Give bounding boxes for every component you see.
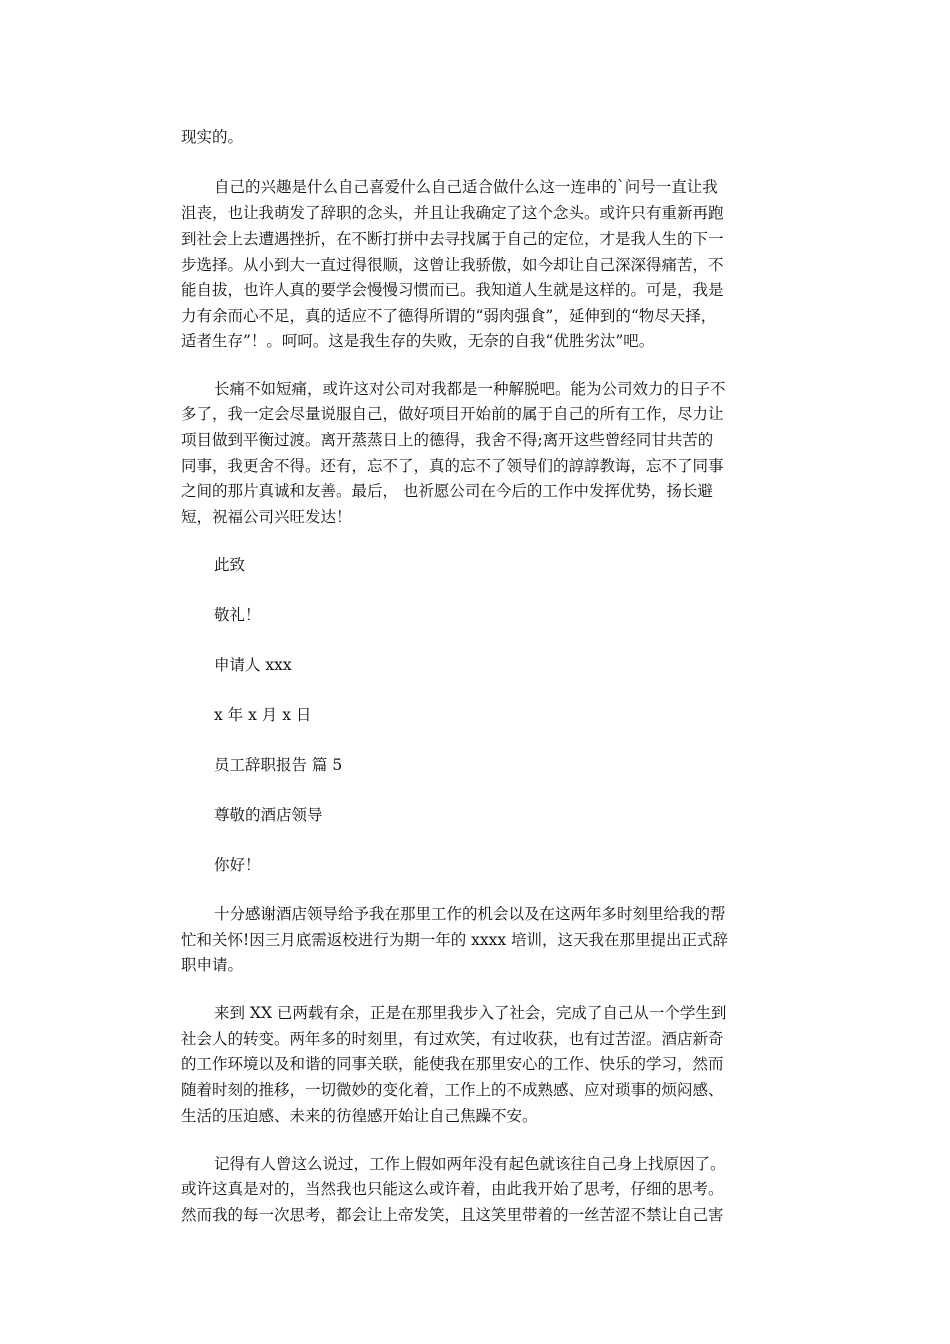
paragraph-line: 沮丧，也让我萌发了辞职的念头，并且让我确定了这个念头。或许只有重新再跑 [181, 204, 724, 222]
date-line: x 年 x 月 x 日 [214, 706, 312, 724]
paragraph-line: 随着时刻的推移，一切微妙的变化着，工作上的不成熟感、应对琐事的烦闷感、 [181, 1081, 724, 1099]
addressee-line: 尊敬的酒店领导 [214, 806, 323, 824]
paragraph-line: 长痛不如短痛，或许这对公司对我都是一种解脱吧。能为公司效力的日子不 [214, 380, 726, 398]
paragraph-line: 然而我的每一次思考，都会让上帝发笑，且这笑里带着的一丝苦涩不禁让自己害 [181, 1206, 724, 1224]
paragraph-line: 项目做到平衡过渡。离开蒸蒸日上的德得，我舍不得;离开这些曾经同甘共苦的 [181, 431, 714, 449]
closing-line: 此致 [214, 556, 246, 574]
paragraph-line: 来到 XX 已两载有余，正是在那里我步入了社会，完成了自己从一个学生到 [214, 1004, 727, 1022]
paragraph-line: 短，祝福公司兴旺发达！ [181, 508, 352, 526]
paragraph-line: 自己的兴趣是什么自己喜爱什么自己适合做什么这一连串的`问号一直让我 [214, 178, 718, 196]
salutation-line: 敬礼！ [214, 606, 261, 624]
paragraph-line: 十分感谢酒店领导给予我在那里工作的机会以及在这两年多时刻里给我的帮 [214, 905, 726, 923]
paragraph-line: 力有余而心不足，真的适应不了德得所谓的“弱肉强食”，延伸到的“物尽天择， [181, 307, 717, 325]
paragraph-line: 适者生存”！。呵呵。这是我生存的失败，无奈的自我“优胜劣汰”吧。 [181, 332, 655, 350]
paragraph-line: 记得有人曾这么说过，工作上假如两年没有起色就该往自己身上找原因了。 [214, 1155, 726, 1173]
paragraph-line: 步选择。从小到大一直过得很顺，这曾让我骄傲，如今却让自己深深得痛苦，不 [181, 256, 724, 274]
paragraph-line: 多了，我一定会尽量说服自己，做好项目开始前的属于自己的所有工作，尽力让 [181, 405, 724, 423]
paragraph-line: 或许这真是对的，当然我也只能这么或许着，由此我开始了思考，仔细的思考。 [181, 1180, 724, 1198]
paragraph-line: 之间的那片真诚和友善。最后， 也祈愿公司在今后的工作中发挥优势，扬长避 [181, 482, 713, 500]
paragraph-line: 的工作环境以及和谐的同事关联，能使我在那里安心的工作、快乐的学习，然而 [181, 1055, 724, 1073]
paragraph-line: 同事，我更舍不得。还有，忘不了，真的忘不了领导们的諄諄教诲，忘不了同事 [181, 457, 724, 475]
paragraph-line: 生活的压迫感、未来的彷徨感开始让自己焦躁不安。 [181, 1107, 538, 1125]
paragraph-line: 忙和关怀!因三月底需返校进行为期一年的 xxxx 培训，这天我在那里提出正式辞 [181, 931, 729, 949]
paragraph-line: 能自拔，也许人真的要学会慢慢习惯而已。我知道人生就是这样的。可是，我是 [181, 281, 724, 299]
applicant-line: 申请人 xxx [214, 656, 292, 674]
paragraph-line: 社会人的转变。两年多的时刻里，有过欢笑，有过收获，也有过苦涩。酒店新奇 [181, 1030, 724, 1048]
paragraph-line: 职申请。 [181, 956, 244, 974]
paragraph-line: 现实的。 [181, 128, 244, 146]
paragraph-line: 到社会上去遭遇挫折，在不断打拼中去寻找属于自己的定位，才是我人生的下一 [181, 230, 724, 248]
greeting-line: 你好！ [214, 856, 261, 874]
section-title: 员工辞职报告 篇 5 [214, 756, 343, 774]
